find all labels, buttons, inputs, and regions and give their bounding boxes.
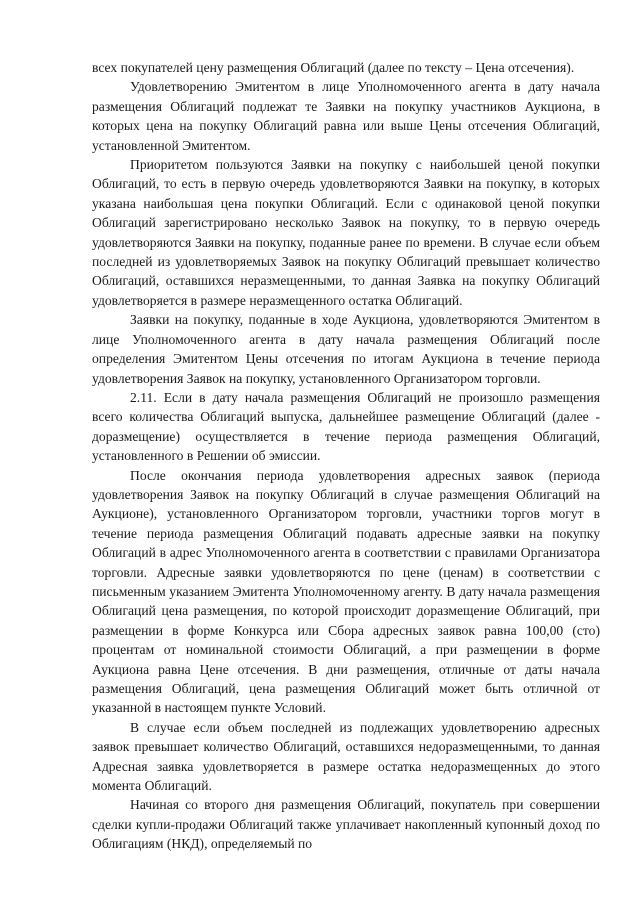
paragraph-2: Удовлетворению Эмитентом в лице Уполномоченного агента в дату начала размещения Облигаций подлежат те Заявки на покупку участников Аукциона, в которых цена на покупку Облигаций равна или выше Цены отсечения Облигаций, установленной Эмитентом. xyxy=(92,79,600,153)
paragraph-6: После окончания периода удовлетворения адресных заявок (периода удовлетворения Заявок на покупку Облигаций в случае размещения Облигаций на Аукционе), установленного Организатором торговли, участники торгов могут в течение периода размещения Облигаций подавать адресные заявки на покупку Облигаций в адрес Уполномоченного агента в соответствии с правилами Организатора торговли. Адресные заявки удовлетворяются по цене (ценам) в соответствии с письменным указанием Эмитента Уполномоченному агенту. В дату начала размещения Облигаций цена размещения, по которой происходит доразмещение Облигаций, при размещении в форме Конкурса или Сбора адресных заявок равна 100,00 (сто) процентам от номинальной стоимости Облигаций, а при размещении в форме Аукциона равна Цене отсечения. В дни размещения, отличные от даты начала размещения Облигаций, цена размещения Облигаций может быть отличной от указанной в настоящем пункте Условий. xyxy=(92,467,600,716)
paragraph-4: Заявки на покупку, поданные в ходе Аукциона, удовлетворяются Эмитентом в лице Уполномоченного агента в дату начала размещения Облигаций после определения Эмитентом Цены отсечения по итогам Аукциона в течение периода удовлетворения Заявок на покупку, установленного Организатором торговли. xyxy=(92,312,600,386)
document-body xyxy=(92,58,600,854)
paragraph-3: Приоритетом пользуются Заявки на покупку с наибольшей ценой покупки Облигаций, то есть в первую очередь удовлетворяются Заявки на покупку, в которых указана наибольшая цена покупки Облигаций. Если с одинаковой ценой покупки Облигаций зарегистрировано несколько Заявок на покупку, то в первую очередь удовлетворяются Заявки на покупку, поданные ранее по времени. В случае если объем последней из удовлетворяемых Заявок на покупку Облигаций превышает количество Облигаций, оставшихся неразмещенными, то данная Заявка на покупку Облигаций удовлетворяется в размере неразмещенного остатка Облигаций. xyxy=(92,157,600,308)
paragraph-5: 2.11. Если в дату начала размещения Облигаций не произошло размещения всего количества Облигаций выпуска, дальнейшее размещение Облигаций (далее - доразмещение) осуществляется в течение периода размещения Облигаций, установленного в Решении об эмиссии. xyxy=(92,389,600,464)
paragraph-1: всех покупателей цену размещения Облигаций (далее по тексту – Цена отсечения). xyxy=(92,60,575,75)
paragraph-8: Начиная со второго дня размещения Облигаций, покупатель при совершении сделки купли-продажи Облигаций также уплачивает накопленный купонный доход по Облигациям (НКД), определяемый по xyxy=(92,797,600,852)
paragraph-7: В случае если объем последней из подлежащих удовлетворению адресных заявок превышает количество Облигаций, оставшихся недоразмещенными, то данная Адресная заявка удовлетворяется в размере остатка недоразмещенных до этого момента Облигаций. xyxy=(92,719,600,794)
